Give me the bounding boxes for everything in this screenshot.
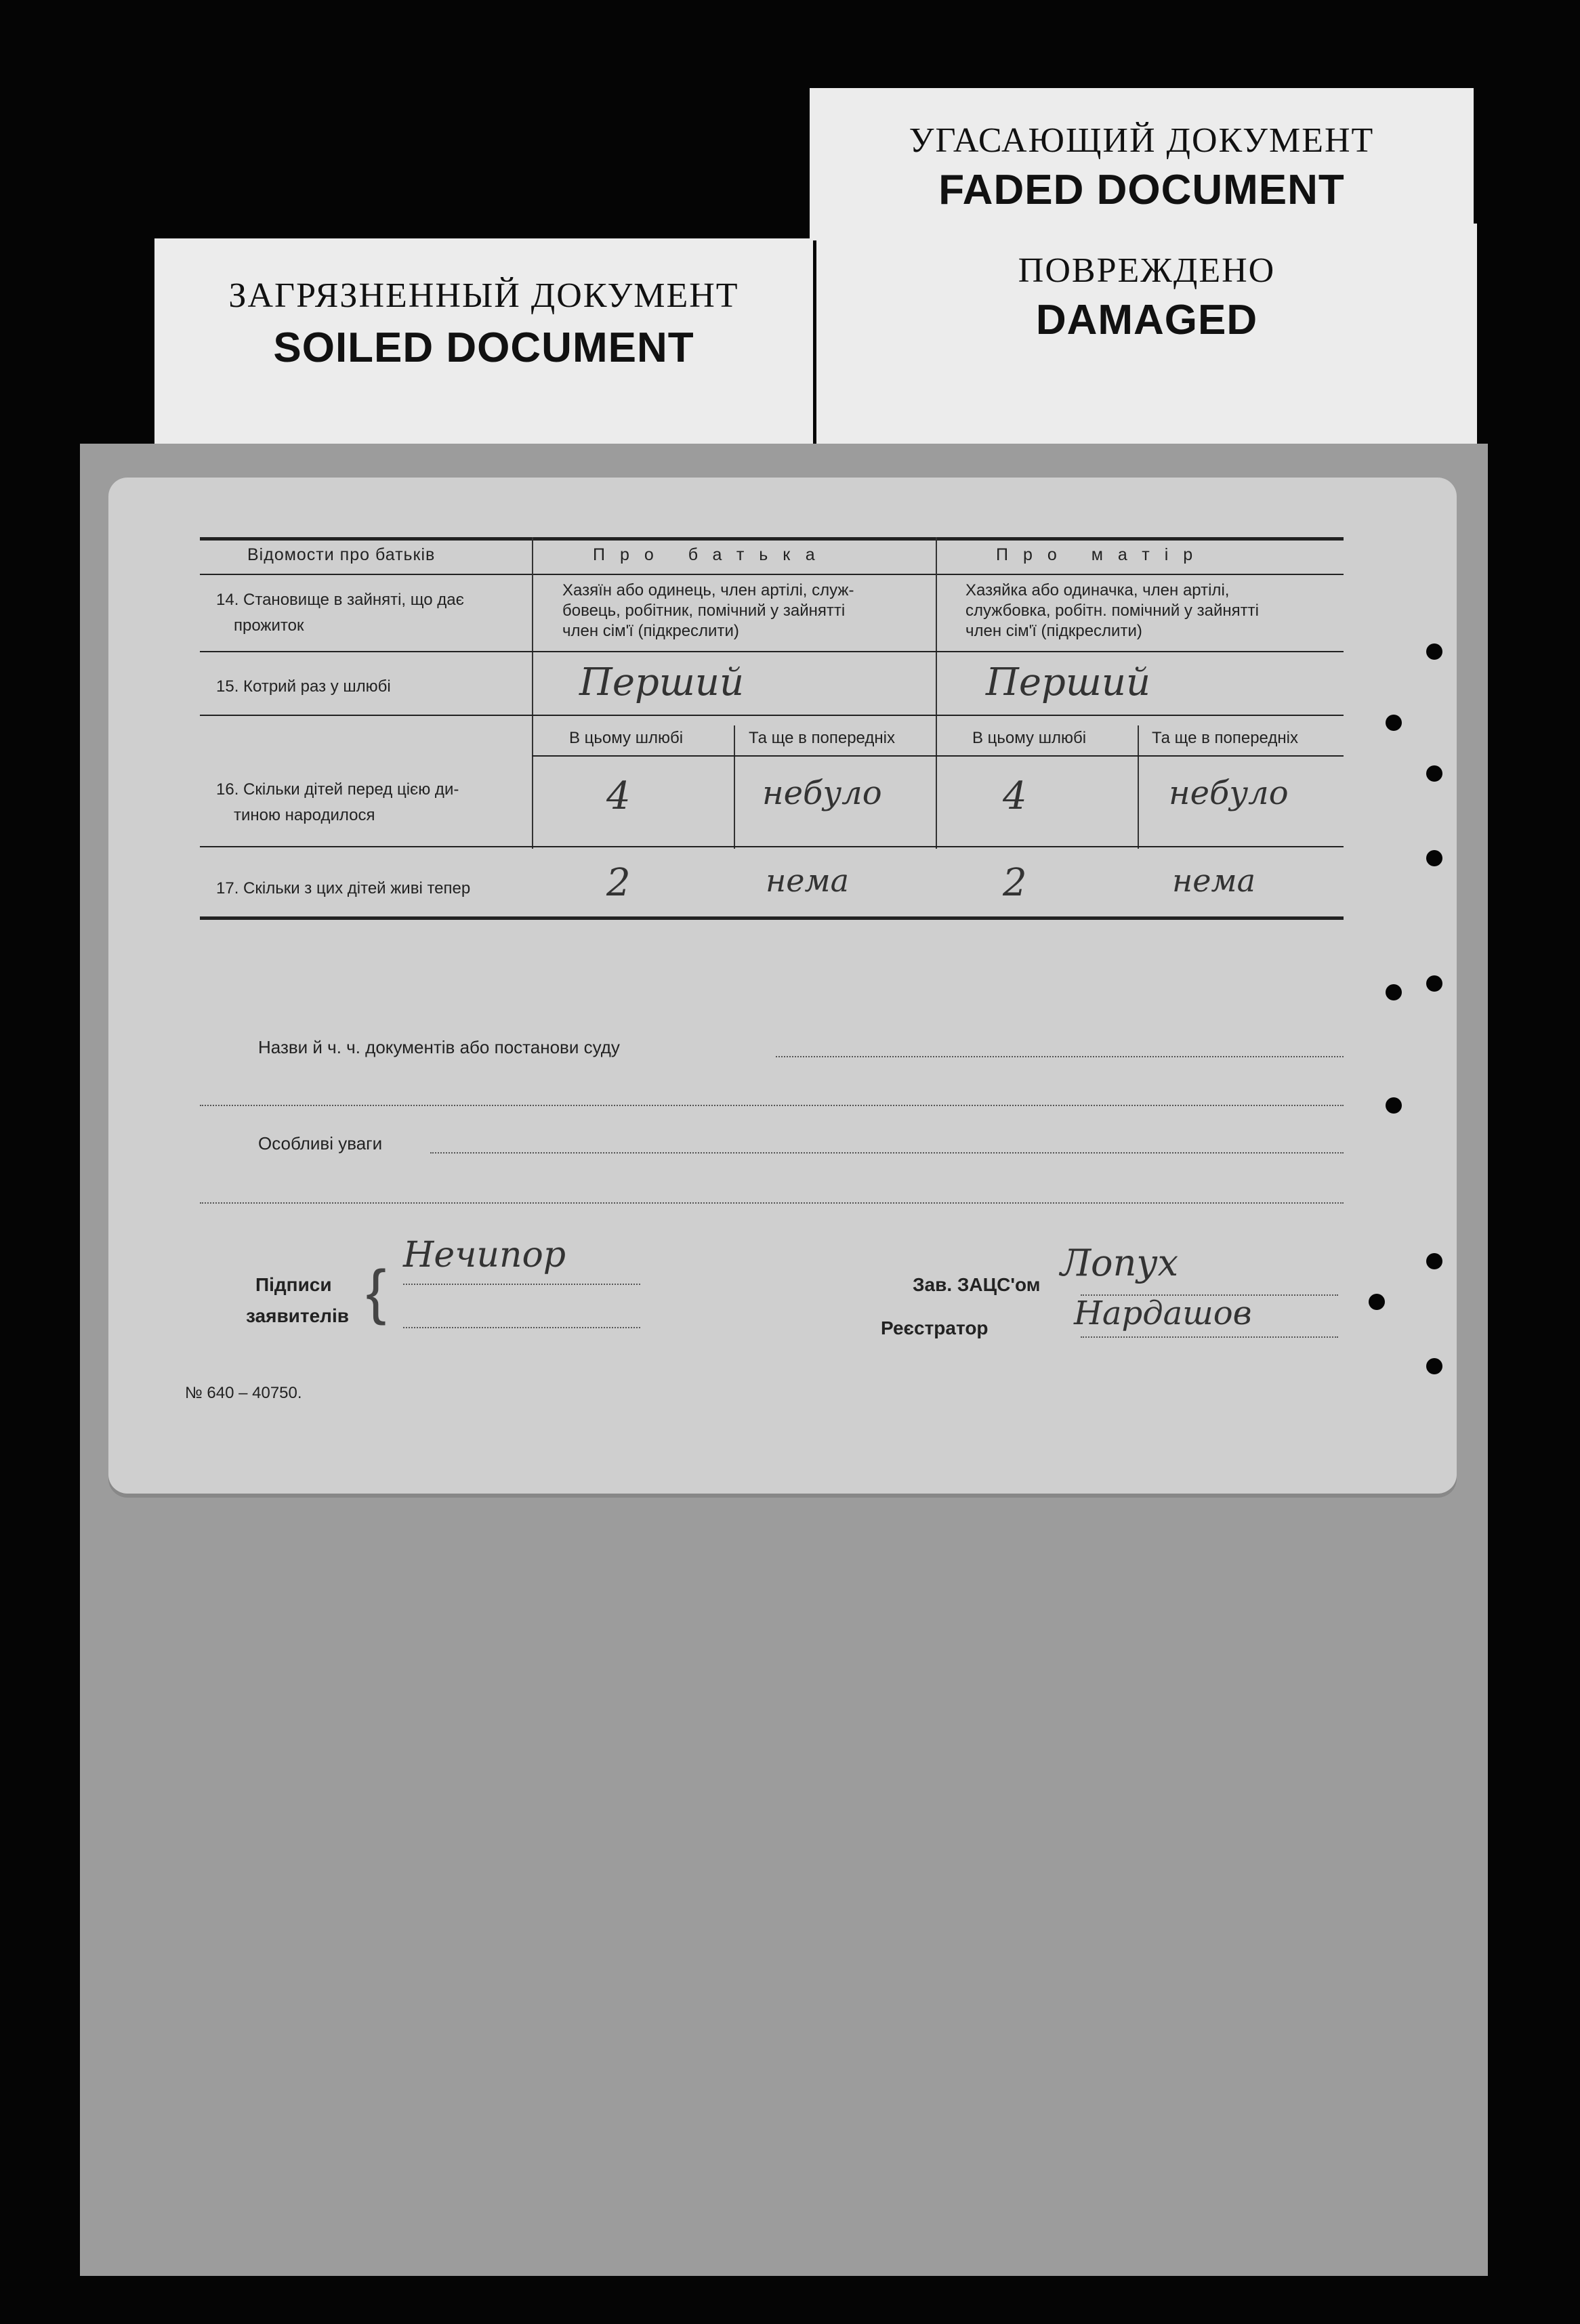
punch-hole bbox=[1369, 1294, 1385, 1310]
rule bbox=[200, 846, 1344, 847]
signatures-brace: { bbox=[366, 1259, 387, 1326]
faded-label-ru: УГАСАЮЩИЙ ДОКУМЕНТ bbox=[909, 121, 1375, 160]
soiled-document-label bbox=[154, 238, 813, 448]
applicant-signature-line-2 bbox=[403, 1327, 640, 1328]
row17-father-prev: нема bbox=[766, 862, 850, 899]
print-number: № 640 – 40750. bbox=[185, 1384, 302, 1402]
col-divider bbox=[1138, 725, 1139, 849]
soiled-label-ru: ЗАГРЯЗНЕННЫЙ ДОКУМЕНТ bbox=[228, 276, 739, 315]
row17-mother-this: 2 bbox=[1003, 861, 1027, 905]
damaged-document-label bbox=[816, 224, 1477, 454]
row14-father-options: член сім'ї (підкреслити) bbox=[562, 622, 739, 640]
row16-label: 16. Скільки дітей перед цією ди- bbox=[216, 780, 459, 799]
row15-father-value: Перший bbox=[579, 660, 745, 704]
row14-label: 14. Становище в зайняті, що дає bbox=[216, 591, 464, 609]
soiled-label-en: SOILED DOCUMENT bbox=[273, 324, 694, 371]
registrar-signature: Нардашов bbox=[1074, 1294, 1252, 1332]
row14-father-options: Хазяїн або одинець, член артілі, служ- bbox=[562, 581, 854, 599]
registration-form-sheet bbox=[108, 478, 1457, 1494]
signatures-label-cont: заявителів bbox=[246, 1305, 349, 1326]
rule bbox=[200, 574, 1344, 575]
punch-hole bbox=[1386, 984, 1402, 1000]
row16-mother-this: 4 bbox=[1003, 774, 1027, 818]
rule bbox=[200, 715, 1344, 716]
row17-label: 17. Скільки з цих дітей живі тепер bbox=[216, 879, 471, 897]
col-divider bbox=[532, 537, 533, 849]
table-bottom-rule bbox=[200, 916, 1344, 920]
documents-line bbox=[776, 1056, 1344, 1057]
header-father: Про батька bbox=[593, 545, 830, 564]
remarks-line-2 bbox=[200, 1202, 1344, 1204]
signatures-label: Підписи bbox=[255, 1274, 332, 1295]
punch-hole bbox=[1386, 1097, 1402, 1114]
punch-hole bbox=[1426, 975, 1442, 992]
damaged-label-en: DAMAGED bbox=[1035, 297, 1258, 343]
row16-label-cont: тиною народилося bbox=[234, 806, 375, 824]
row15-label: 15. Котрий раз у шлюбі bbox=[216, 677, 391, 696]
subheader-father-this: В цьому шлюбі bbox=[569, 729, 684, 747]
row17-mother-prev: нема bbox=[1172, 862, 1256, 899]
header-mother: Про матір bbox=[996, 545, 1208, 564]
head-signature: Лопух bbox=[1060, 1242, 1179, 1284]
faded-label-en: FADED DOCUMENT bbox=[938, 167, 1345, 213]
row16-father-this: 4 bbox=[606, 774, 631, 818]
documents-line-2 bbox=[200, 1105, 1344, 1106]
remarks-label: Особливі уваги bbox=[258, 1133, 383, 1154]
remarks-line bbox=[430, 1152, 1344, 1154]
row15-mother-value: Перший bbox=[986, 660, 1151, 704]
subheader-mother-this: В цьому шлюбі bbox=[972, 729, 1087, 747]
rule bbox=[532, 755, 1344, 757]
row16-father-prev: небуло bbox=[762, 774, 882, 812]
faded-document-label bbox=[810, 88, 1474, 240]
col-divider bbox=[936, 537, 937, 849]
documents-label: Назви й ч. ч. документів або постанови суду bbox=[258, 1037, 620, 1057]
punch-hole bbox=[1426, 1358, 1442, 1374]
row14-mother-options: Хазяйка або одиначка, член артілі, bbox=[965, 581, 1230, 599]
row16-mother-prev: небуло bbox=[1169, 774, 1289, 812]
applicant-signature-line bbox=[403, 1284, 640, 1285]
header-parents-info: Відомости про батьків bbox=[247, 545, 436, 564]
row14-mother-options: службовка, робітн. помічний у зайнятті bbox=[965, 601, 1259, 620]
punch-hole bbox=[1386, 715, 1402, 731]
applicant-signature: Нечипор bbox=[403, 1235, 566, 1275]
damaged-label-ru: ПОВРЕЖДЕНО bbox=[1018, 251, 1276, 290]
subheader-father-prev: Та ще в попередніх bbox=[749, 729, 895, 747]
row17-father-this: 2 bbox=[606, 861, 631, 905]
col-divider bbox=[734, 725, 735, 849]
registrar-label: Реєстратор bbox=[881, 1317, 989, 1338]
row14-label-cont: прожиток bbox=[234, 616, 304, 635]
subheader-mother-prev: Та ще в попередніх bbox=[1152, 729, 1298, 747]
rule bbox=[200, 651, 1344, 652]
registrar-signature-line bbox=[1081, 1336, 1338, 1338]
punch-hole bbox=[1426, 765, 1442, 782]
punch-hole bbox=[1426, 643, 1442, 660]
row14-father-options: бовець, робітник, помічний у зайнятті bbox=[562, 601, 846, 620]
punch-hole bbox=[1426, 850, 1442, 866]
head-label: Зав. ЗАЦС'ом bbox=[913, 1274, 1041, 1295]
table-top-rule bbox=[200, 537, 1344, 541]
row14-mother-options: член сім'ї (підкреслити) bbox=[965, 622, 1142, 640]
punch-hole bbox=[1426, 1253, 1442, 1269]
